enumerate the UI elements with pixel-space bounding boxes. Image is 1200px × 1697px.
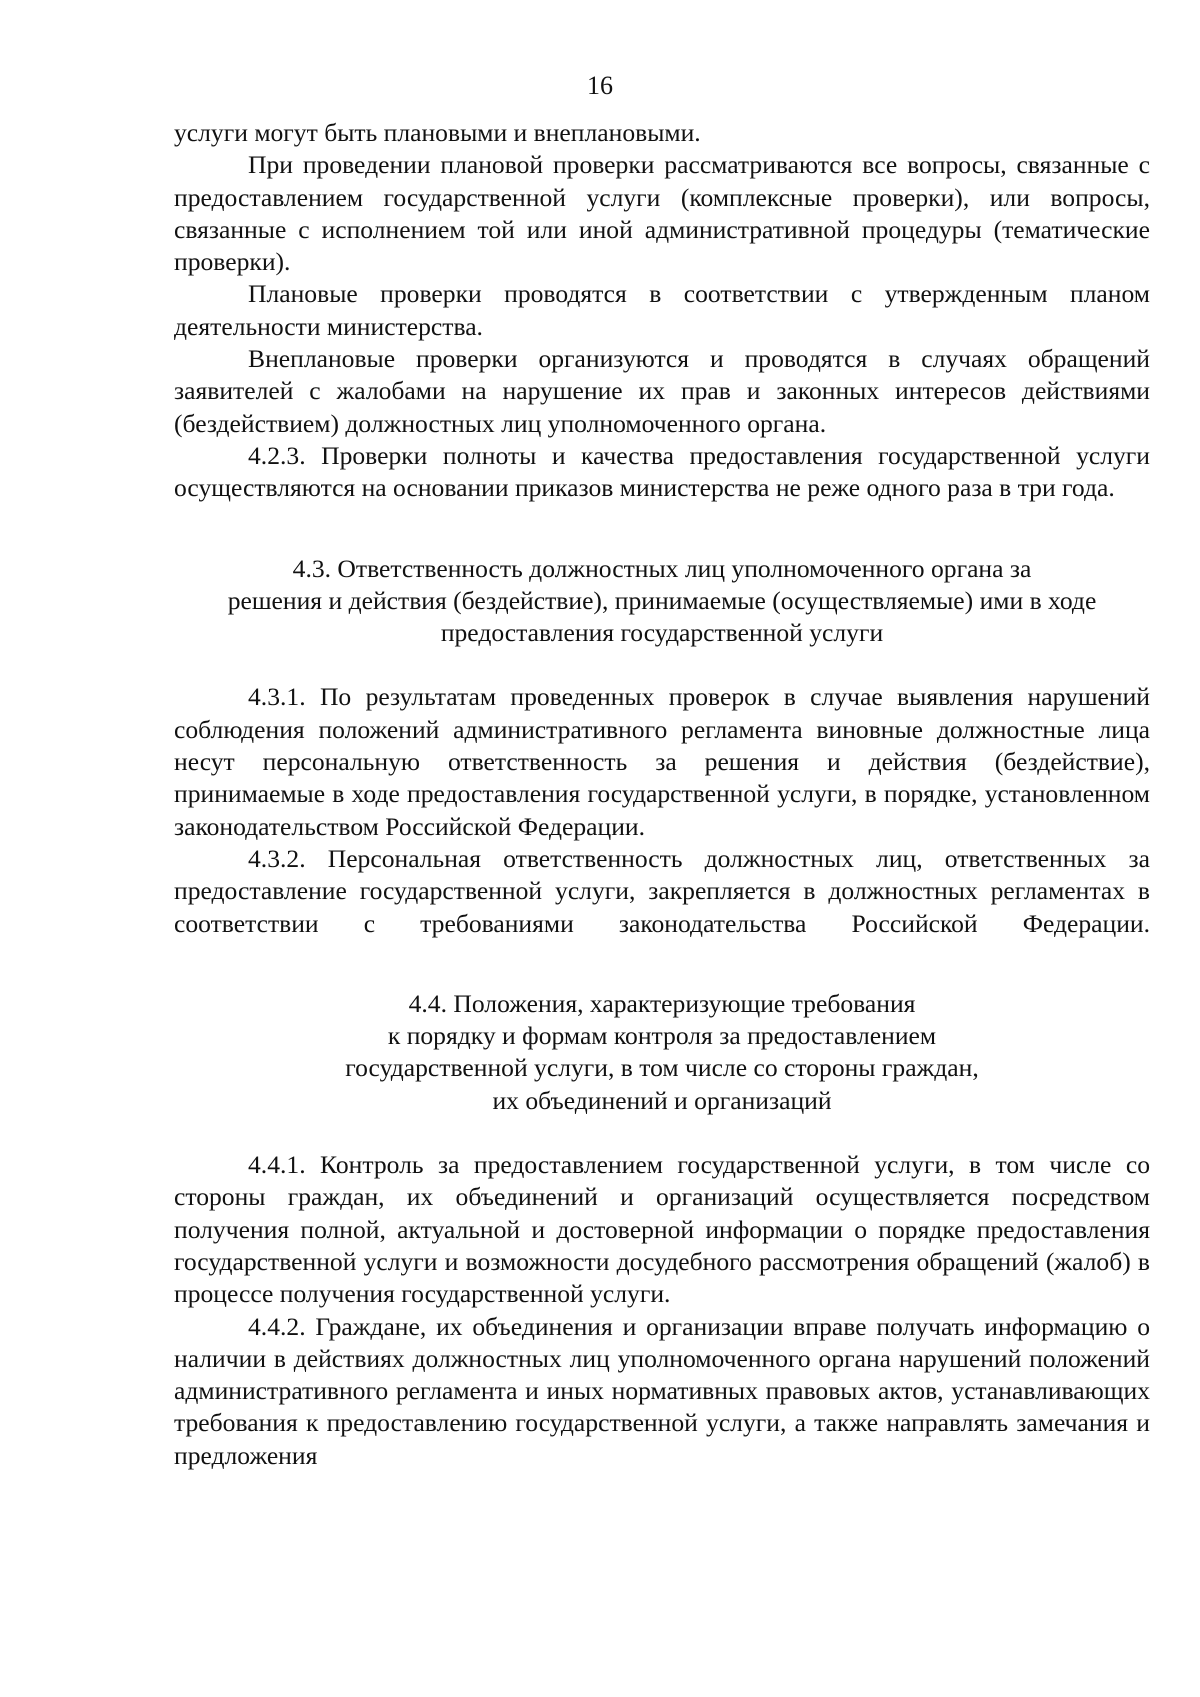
paragraph: При проведении плановой проверки рассматриваются все вопросы, связанные с предоставлением государственной услуги (комплексные проверки), или вопросы, связанные с исполнением той или иной административной процедуры (тематические проверки). bbox=[174, 150, 1150, 277]
spacer bbox=[174, 1117, 1150, 1149]
paragraph: Внеплановые проверки организуются и проводятся в случаях обращений заявителей с жалобами на нарушение их прав и законных интересов действиями (бездействием) должностных лиц уполномоченного органа. bbox=[174, 344, 1150, 438]
heading-line: их объединений и организаций bbox=[492, 1085, 832, 1115]
spacer bbox=[174, 505, 1150, 553]
page-number: 16 bbox=[587, 71, 613, 100]
spacer bbox=[174, 940, 1150, 988]
section-heading-4-4 bbox=[174, 988, 1150, 1117]
heading-line: 4.4. Положения, характеризующие требования bbox=[408, 988, 916, 1018]
paragraph: 4.4.1. Контроль за предоставлением государственной услуги, в том числе со стороны граждан, их объединений и организаций осуществляется посредством получения полной, актуальной и достоверной информации о порядке предоставления государственной услуги и возможности досудебного рассмотрения обращений (жалоб) в процессе получения государственной услуги. bbox=[174, 1150, 1150, 1309]
heading-line: государственной услуги, в том числе со стороны граждан, bbox=[345, 1053, 979, 1083]
paragraph: услуги могут быть плановыми и внеплановыми. bbox=[174, 118, 701, 147]
paragraph: 4.3.1. По результатам проведенных проверок в случае выявления нарушений соблюдения положений административного регламента виновные должностные лица несут персональную ответственность за решения и действия (бездействие), принимаемые в ходе предоставления государственной услуги, в порядке, установленном законодательством Российской Федерации. bbox=[174, 682, 1150, 841]
paragraph: 4.4.2. Граждане, их объединения и организации вправе получать информацию о наличии в действиях должностных лиц уполномоченного органа нарушений положений административного регламента и иных нормативных правовых актов, устанавливающих требования к предоставлению государственной услуги, а также направлять замечания и предложения bbox=[174, 1311, 1150, 1470]
heading-line: решения и действия (бездействие), принимаемые (осуществляемые) ими в ходе bbox=[227, 585, 1097, 615]
paragraph: 4.3.2. Персональная ответственность должностных лиц, ответственных за предоставление государственной услуги, закрепляется в должностных регламентах в соответствии с требованиями законодательства Российской Федерации. bbox=[174, 843, 1150, 938]
paragraph: Плановые проверки проводятся в соответствии с утвержденным планом деятельности министерства. bbox=[174, 279, 1150, 341]
heading-line: предоставления государственной услуги bbox=[440, 618, 884, 648]
heading-line: 4.3. Ответственность должностных лиц уполномоченного органа за bbox=[292, 553, 1032, 583]
spacer bbox=[174, 649, 1150, 681]
document-body bbox=[174, 117, 1150, 1472]
paragraph: 4.2.3. Проверки полноты и качества предоставления государственной услуги осуществляются на основании приказов министерства не реже одного раза в три года. bbox=[174, 440, 1150, 503]
heading-line: к порядку и формам контроля за предоставлением bbox=[387, 1021, 937, 1051]
section-heading-4-3 bbox=[174, 553, 1150, 650]
